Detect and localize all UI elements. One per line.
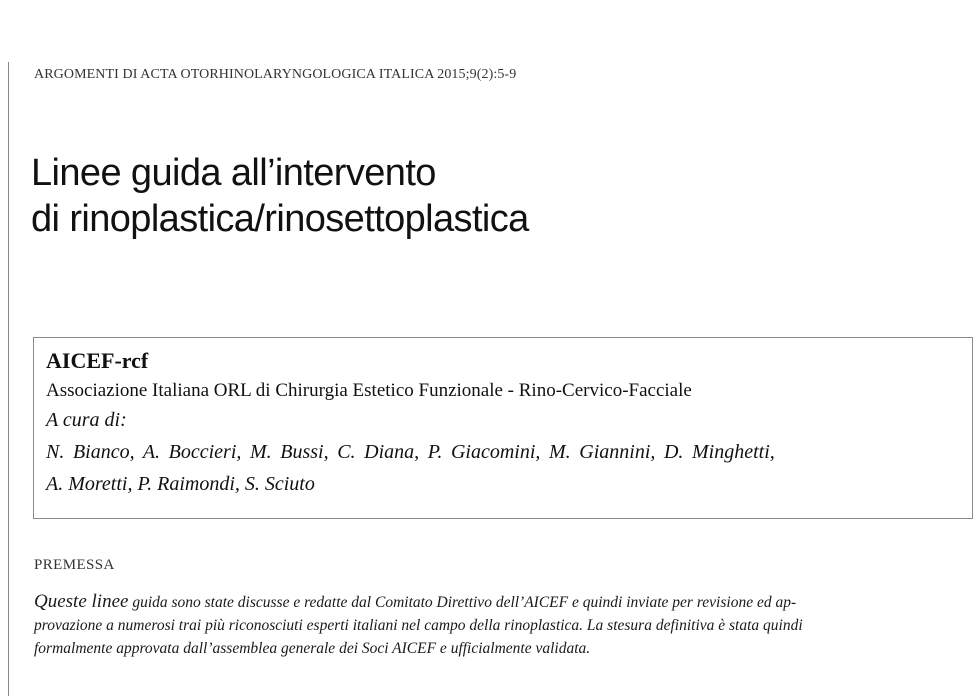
curated-by-label: A cura di:	[46, 409, 127, 431]
title-line-1: Linee guida all’intervento	[31, 152, 436, 194]
section-heading: PREMESSA	[34, 557, 115, 573]
authors-box	[33, 337, 973, 519]
authors-line-1: N. Bianco, A. Boccieri, M. Bussi, C. Diana, P. Giacomini, M. Giannini, D. Minghetti,	[46, 441, 775, 463]
journal-header: ARGOMENTI DI ACTA OTORHINOLARYNGOLOGICA ITALICA 2015;9(2):5-9	[34, 67, 517, 82]
article-title	[31, 150, 529, 242]
intro-line-3: formalmente approvata dall’assemblea generale dei Soci AICEF e ufficialmente validata.	[34, 640, 591, 657]
intro-paragraph	[34, 590, 979, 660]
title-line-2: di rinoplastica/rinosettoplastica	[31, 198, 529, 240]
intro-line-1-rest: guida sono state discusse e redatte dal Comitato Direttivo dell’AICEF e quindi inviate per revisione ed ap-	[128, 594, 797, 611]
intro-lead-words: Queste linee	[34, 591, 129, 612]
intro-line-2: provazione a numerosi trai più riconosciuti esperti italiani nel campo della rinoplastica. La stesura definitiva è stata quindi	[34, 617, 803, 634]
intro-line-1	[34, 590, 979, 614]
organization-name: Associazione Italiana ORL di Chirurgia Estetico Funzionale - Rino-Cervico-Facciale	[46, 380, 692, 401]
authors-line-2: A. Moretti, P. Raimondi, S. Sciuto	[46, 473, 315, 495]
left-margin-rule	[8, 62, 9, 696]
organization-abbreviation: AICEF-rcf	[46, 348, 149, 373]
